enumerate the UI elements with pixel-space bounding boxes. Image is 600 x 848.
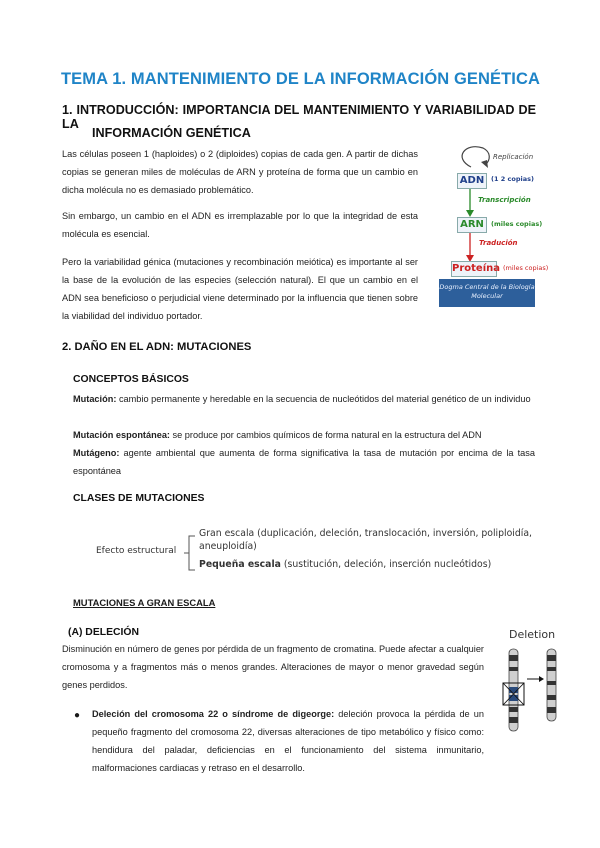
def-mutageno-term: Mutágeno: [73, 448, 120, 458]
def-mutageno [73, 444, 535, 480]
digeorge-text: deleción provoca la pérdida de un pequeño fragmento del cromosoma 22, diversas alteraciones de tipo metabólico y físico como: hendidura del paladar, deficiencias en el funcionamiento del sistema inmunitario, malformaciones cardiacas y retraso en el desarrollo. [92, 709, 484, 773]
proteina-box: Proteína [451, 261, 497, 277]
def-mutacion-term: Mutación: [73, 394, 117, 404]
pequena-text: (sustitución, deleción, inserción nucleótidos) [280, 559, 492, 570]
deletion-chromosome-illustration [495, 645, 575, 735]
def-mutageno-text: agente ambiental que aumenta de forma significativa la tasa de mutación por encima de la tasa espontánea [73, 448, 535, 476]
page-title: TEMA 1. MANTENIMIENTO DE LA INFORMACIÓN GENÉTICA [61, 70, 541, 88]
deletion-label: Deletion [509, 628, 556, 641]
adn-note: (1 2 copias) [491, 175, 534, 183]
proteina-note: (miles copias) [503, 264, 549, 272]
section1-heading-line2: INFORMACIÓN GENÉTICA [92, 126, 251, 140]
dogma-diagram [425, 140, 565, 315]
intro-paragraph-3: Pero la variabilidad génica (mutaciones y recombinación meiótica) es importante al ser la base de la evolución de las especies (selección natural). El que un cambio en el ADN sea beneficioso o perjudicial viene determinado por la influencia que tienen sobre la viabilidad del individuo portador. [62, 257, 418, 321]
clases-heading: CLASES DE MUTACIONES [73, 493, 205, 504]
def-mutacion-text: cambio permanente y heredable en la secuencia de nucleótidos del material genético de un individuo [116, 394, 531, 404]
transcripcion-label: Transcripción [478, 196, 531, 204]
gran-escala-item: Gran escala (duplicación, deleción, translocación, inversión, poliploidía, aneuploidía) [199, 528, 533, 552]
arn-note: (miles copias) [491, 220, 543, 228]
classification-bracket [183, 532, 199, 574]
digeorge-term: Deleción del cromosoma 22 o síndrome de digeorge: [92, 709, 335, 719]
def-espontanea-term: Mutación espontánea: [73, 430, 170, 440]
arn-box: ARN [457, 217, 487, 233]
pequena-escala-item [199, 559, 491, 570]
delecion-heading: (A) DELECIÓN [68, 627, 139, 638]
replicacion-label: Replicación [493, 153, 534, 161]
pequena-term: Pequeña escala [199, 559, 281, 570]
def-espontanea [73, 426, 535, 444]
def-mutacion [73, 390, 535, 408]
section2-heading: 2. DAÑO EN EL ADN: MUTACIONES [62, 341, 252, 353]
digeorge-bullet [92, 705, 484, 777]
intro-paragraph-1: Las células poseen 1 (haploides) o 2 (diploides) copias de cada gen. A partir de dichas copias se generan miles de moléculas de ARN y proteína de forma que un cambio en dicha molécula no es demasiado problemático. [62, 149, 418, 195]
dogma-caption: Dogma Central de la Biología Molecular [439, 279, 535, 307]
efecto-label: Efecto estructural [96, 546, 177, 556]
adn-box: ADN [457, 173, 487, 189]
gran-escala-heading: MUTACIONES A GRAN ESCALA [73, 597, 216, 608]
bullet-dot: ● [74, 710, 81, 721]
delecion-paragraph: Disminución en número de genes por pérdida de un fragmento de cromatina. Puede afectar a cualquier cromosoma y a fragmentos más o menos grandes. Alteraciones de mayor o menor gravedad según genes perdidos. [62, 644, 484, 690]
def-espontanea-text: se produce por cambios químicos de forma natural en la estructura del ADN [170, 430, 482, 440]
traduccion-label: Tradución [479, 239, 518, 247]
conceptos-heading: CONCEPTOS BÁSICOS [73, 374, 189, 385]
intro-paragraph-2: Sin embargo, un cambio en el ADN es irremplazable por lo que la integridad de esta molécula es esencial. [62, 211, 418, 239]
section1-heading-line1: 1. INTRODUCCIÓN: IMPORTANCIA DEL MANTENIMIENTO Y VARIABILIDAD DE LA [62, 103, 536, 131]
